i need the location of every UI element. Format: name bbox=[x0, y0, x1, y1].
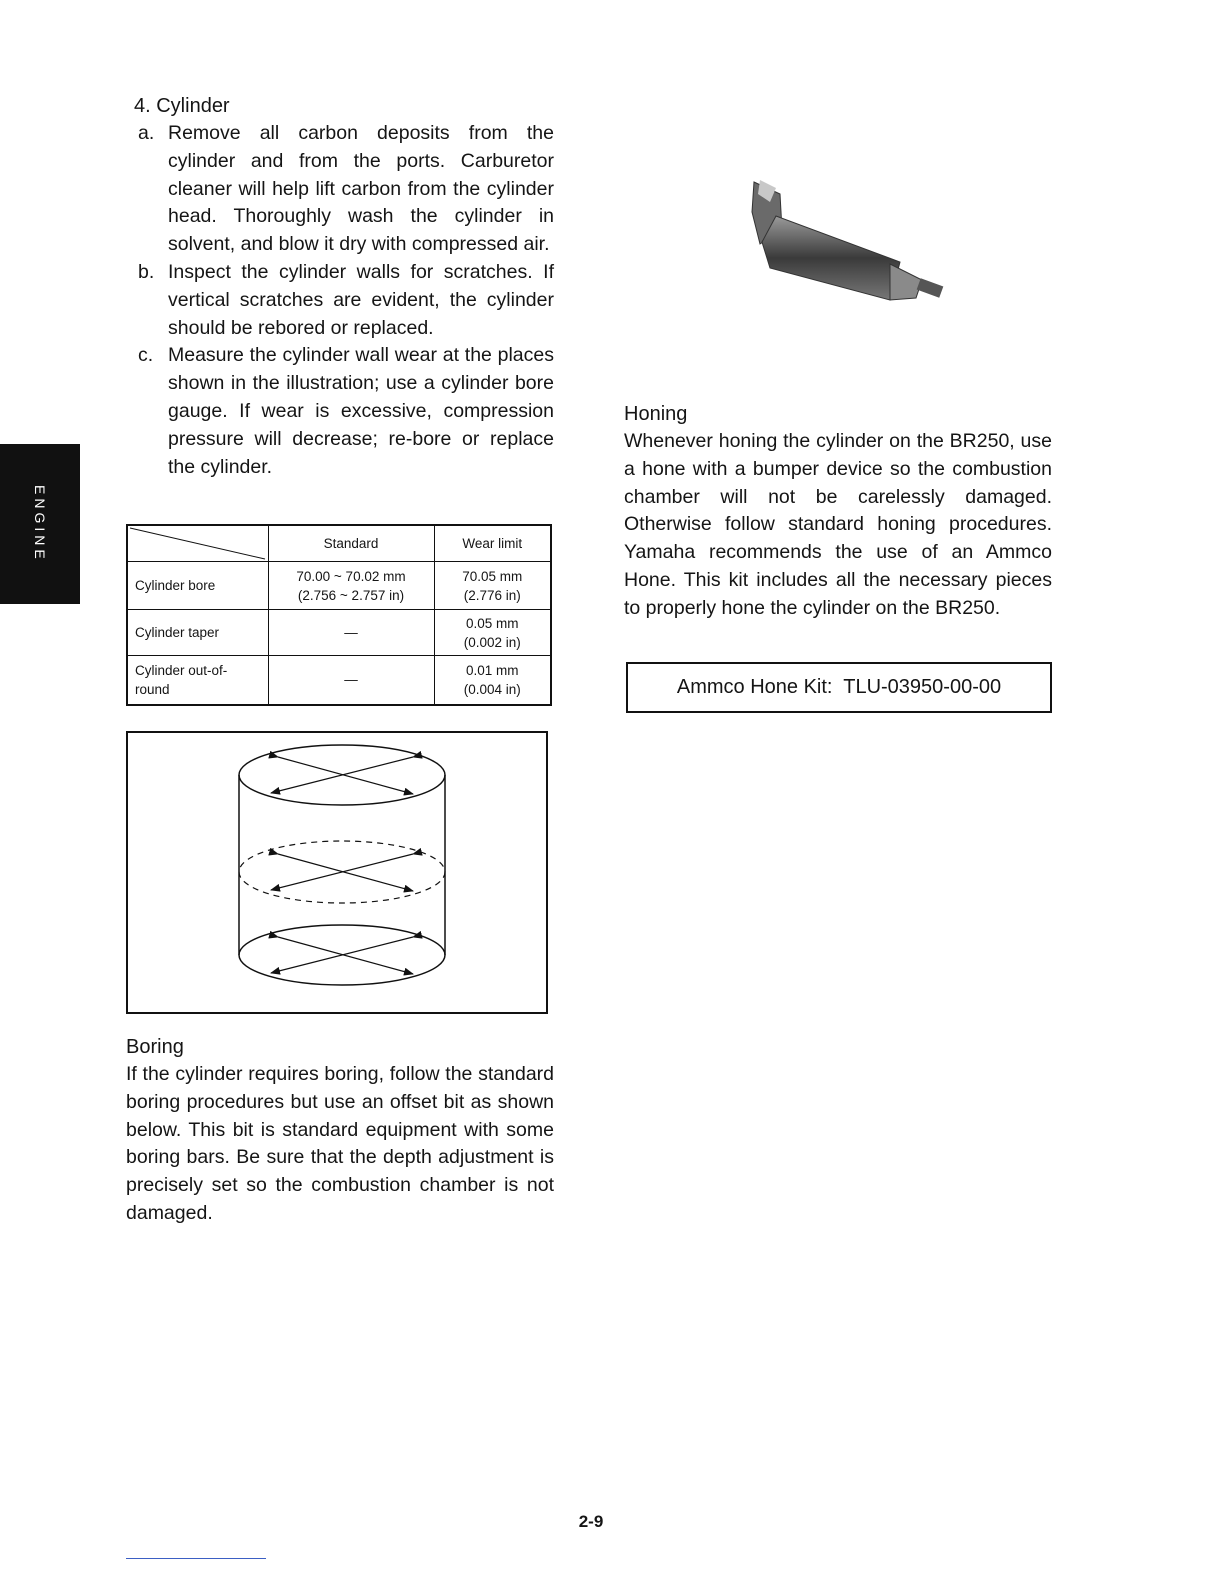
hone-kit-box bbox=[626, 662, 1052, 713]
cylinder-step-b bbox=[126, 259, 554, 342]
boring-section bbox=[126, 1033, 554, 1228]
footer-rule bbox=[126, 1558, 266, 1559]
standard-value bbox=[268, 562, 434, 610]
standard-value: — bbox=[268, 656, 434, 705]
offset-bit-image bbox=[740, 172, 960, 312]
cylinder-measurement-diagram bbox=[126, 731, 548, 1014]
step-marker: c. bbox=[138, 344, 154, 367]
cylinder-section bbox=[126, 92, 554, 481]
table-corner-cell bbox=[127, 525, 268, 562]
standard-metric: 70.00 ~ 70.02 mm bbox=[296, 568, 406, 584]
page-number: 2-9 bbox=[578, 1512, 604, 1531]
boring-text: If the cylinder requires boring, follow the standard boring procedures but use an offset bit as shown below. This bit is standard equipment with some boring bars. Be sure that the depth adjustment is precisely set so the combustion chamber is not damaged. bbox=[126, 1063, 554, 1224]
step-marker: a. bbox=[138, 122, 155, 144]
limit-metric: 70.05 mm bbox=[462, 568, 523, 584]
limit-metric: 0.01 mm bbox=[465, 662, 519, 678]
honing-text: Whenever honing the cylinder on the BR250, use a hone with a bumper device so the combustion chamber will not be carelessly damaged. Otherwise follow standard honing procedures. Yamaha recommends the use of an Ammco Hone. This kit includes all the necessary pieces to properly hone the cylinder on the BR250. bbox=[624, 430, 1052, 619]
row-label bbox=[127, 656, 268, 705]
step-text: Measure the cylinder wall wear at the places shown in the illustration; use a cylinder bore gauge. If wear is excessive, compression pressure will decrease; re-bore or replace the cylinder. bbox=[168, 344, 554, 478]
standard-value: — bbox=[268, 610, 434, 656]
row-label-line: Cylinder out-of- bbox=[135, 662, 228, 678]
honing-section bbox=[624, 400, 1054, 623]
cylinder-illustration bbox=[128, 733, 546, 1012]
limit-value bbox=[434, 610, 551, 656]
table-row bbox=[127, 562, 551, 610]
cylinder-step-c bbox=[126, 342, 554, 481]
row-label: Cylinder taper bbox=[127, 610, 268, 656]
limit-imperial: (2.776 in) bbox=[463, 587, 521, 603]
limit-imperial: (0.002 in) bbox=[463, 634, 521, 650]
table-row bbox=[127, 610, 551, 656]
limit-metric: 0.05 mm bbox=[465, 615, 519, 631]
step-text: Remove all carbon deposits from the cylinder and from the ports. Carburetor cleaner will help lift carbon from the cylinder head. Thoroughly wash the cylinder in solvent, and blow it dry with compressed air. bbox=[168, 122, 554, 256]
standard-imperial: (2.756 ~ 2.757 in) bbox=[297, 587, 405, 603]
row-label: Cylinder bore bbox=[127, 562, 268, 610]
diagonal-line bbox=[128, 526, 267, 561]
honing-title: Honing bbox=[624, 403, 688, 425]
table-header: Wear limit bbox=[434, 525, 551, 562]
step-marker: b. bbox=[138, 260, 155, 283]
limit-value bbox=[434, 562, 551, 610]
limit-imperial: (0.004 in) bbox=[463, 681, 521, 697]
row-label-line: round bbox=[135, 681, 170, 697]
cylinder-heading: 4. Cylinder bbox=[134, 95, 230, 117]
cylinder-step-a bbox=[126, 120, 554, 259]
hone-kit-label: Ammco Hone Kit: TLU-03950-00-00 bbox=[676, 676, 1002, 698]
step-text: Inspect the cylinder walls for scratches. If vertical scratches are evident, the cylinder should be rebored or replaced. bbox=[168, 260, 554, 339]
section-side-tab-label: ENGINE bbox=[32, 485, 48, 563]
section-side-tab bbox=[0, 444, 80, 604]
cylinder-spec-table bbox=[126, 524, 552, 706]
table-header-row bbox=[127, 525, 551, 562]
boring-title: Boring bbox=[126, 1036, 184, 1058]
table-header: Standard bbox=[268, 525, 434, 562]
table-row bbox=[127, 656, 551, 705]
limit-value bbox=[434, 656, 551, 705]
